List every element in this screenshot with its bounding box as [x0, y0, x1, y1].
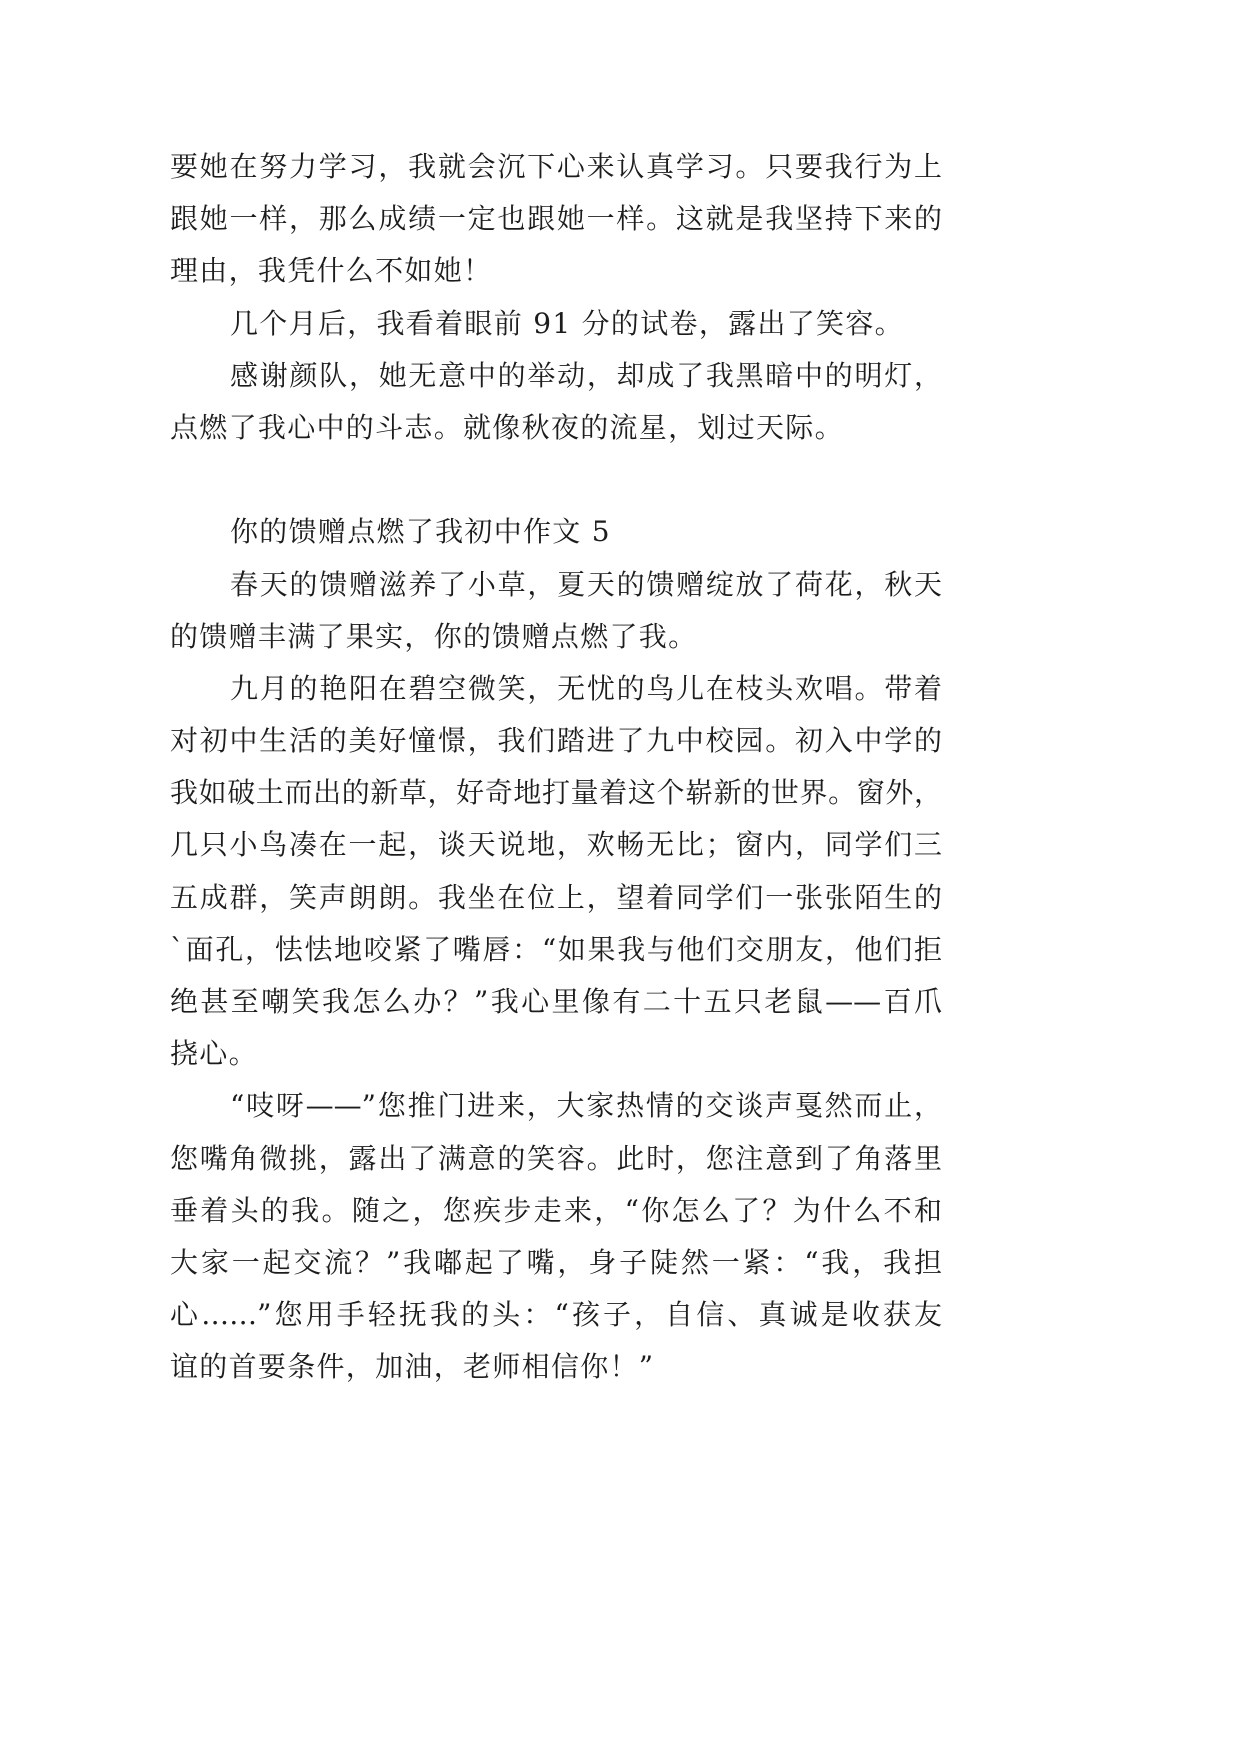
- blank-line: [170, 454, 942, 506]
- text-line: 谊的首要条件，加油，老师相信你！”: [170, 1350, 655, 1384]
- text-line: 绝甚至嘲笑我怎么办？”我心里像有二十五只老鼠——百爪: [170, 985, 942, 1018]
- document-page: [170, 141, 942, 1394]
- paragraph: [170, 559, 942, 663]
- text-line: 的馈赠丰满了果实，你的馈赠点燃了我。: [170, 619, 698, 653]
- paragraph: [170, 141, 942, 298]
- paragraph: [170, 298, 942, 350]
- text-line: 我如破土而出的新草，好奇地打量着这个崭新的世界。窗外，: [170, 776, 942, 810]
- text-line: 点燃了我心中的斗志。就像秋夜的流星，划过天际。: [170, 410, 844, 444]
- text-line: 几个月后，我看着眼前 91 分的试卷，露出了笑容。: [230, 306, 904, 340]
- text-line: 理由，我凭什么不如她！: [170, 254, 493, 288]
- paragraph: [170, 350, 942, 454]
- paragraph: [170, 1080, 942, 1393]
- text-line: 春天的馈赠滋养了小草，夏天的馈赠绽放了荷花，秋天: [230, 567, 942, 601]
- text-line: `面孔，怯怯地咬紧了嘴唇：“如果我与他们交朋友，他们拒: [170, 932, 942, 966]
- text-line: 几只小鸟凑在一起，谈天说地，欢畅无比；窗内，同学们三: [170, 828, 942, 862]
- essay-title: 你的馈赠点燃了我初中作文 5: [230, 515, 611, 549]
- paragraph: [170, 663, 942, 1081]
- text-line: 感谢颜队，她无意中的举动，却成了我黑暗中的明灯，: [230, 358, 942, 392]
- text-line: 大家一起交流？”我嘟起了嘴，身子陡然一紧：“我，我担: [170, 1245, 942, 1279]
- text-line: “吱呀——”您推门进来，大家热情的交谈声戛然而止，: [230, 1089, 942, 1123]
- text-line: 您嘴角微挑，露出了满意的笑容。此时，您注意到了角落里: [170, 1141, 942, 1175]
- text-line: 要她在努力学习，我就会沉下心来认真学习。只要我行为上: [170, 150, 942, 183]
- text-line: 心……”您用手轻抚我的头：“孩子，自信、真诚是收获友: [170, 1298, 942, 1332]
- text-line: 五成群，笑声朗朗。我坐在位上，望着同学们一张张陌生的: [170, 880, 942, 914]
- text-line: 跟她一样，那么成绩一定也跟她一样。这就是我坚持下来的: [170, 202, 942, 236]
- text-line: 挠心。: [170, 1037, 258, 1071]
- text-line: 垂着头的我。随之，您疾步走来，“你怎么了？为什么不和: [170, 1193, 942, 1227]
- text-line: 九月的艳阳在碧空微笑，无忧的鸟儿在枝头欢唱。带着: [230, 671, 942, 705]
- text-line: 对初中生活的美好憧憬，我们踏进了九中校园。初入中学的: [170, 724, 942, 758]
